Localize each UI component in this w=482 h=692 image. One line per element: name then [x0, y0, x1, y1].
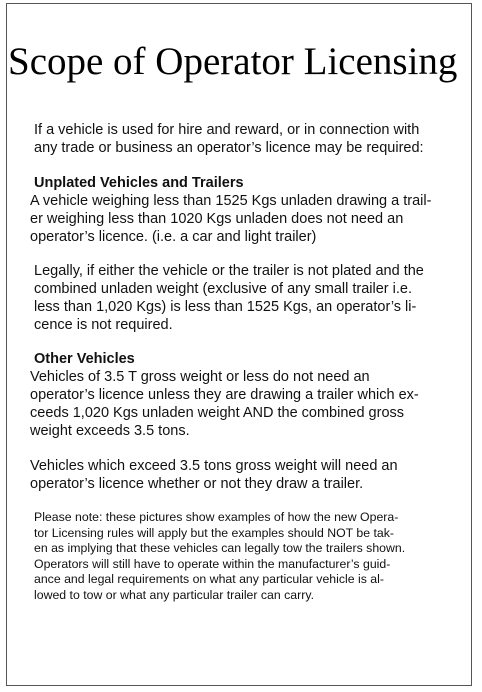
other-paragraph-1: [30, 368, 419, 440]
text-line: cence is not required.: [34, 317, 173, 333]
note-line: lowed to tow or what any particular trailer can carry.: [34, 587, 314, 602]
text-line: weight exceeds 3.5 tons.: [30, 423, 190, 439]
note-line: tor Licensing rules will apply but the examples should NOT be tak-: [34, 525, 394, 540]
text-line: Legally, if either the vehicle or the trailer is not plated and the: [34, 263, 424, 279]
text-line: any trade or business an operator’s licence may be required:: [34, 140, 424, 156]
text-line: er weighing less than 1020 Kgs unladen does not need an: [30, 211, 404, 227]
unplated-paragraph-2: [34, 262, 424, 334]
note-paragraph: [34, 510, 405, 603]
intro-paragraph: [34, 121, 424, 157]
text-line: operator’s licence unless they are drawing a trailer which ex-: [30, 387, 419, 403]
text-line: Vehicles of 3.5 T gross weight or less do not need an: [30, 369, 370, 385]
text-line: operator’s licence. (i.e. a car and light trailer): [30, 229, 317, 245]
text-line: ceeds 1,020 Kgs unladen weight AND the combined gross: [30, 405, 405, 421]
note-line: en as implying that these vehicles can legally tow the trailers shown.: [34, 541, 406, 555]
page-title: Scope of Operator Licensing: [8, 40, 458, 83]
note-line: Please note: these pictures show examples of how the new Opera-: [34, 510, 399, 524]
text-line: A vehicle weighing less than 1525 Kgs unladen drawing a trail-: [30, 193, 432, 209]
unplated-paragraph-1: [30, 192, 431, 246]
text-line: Vehicles which exceed 3.5 tons gross weight will need an: [30, 458, 398, 474]
note-line: Operators will still have to operate within the manufacturer’s guid-: [34, 556, 391, 571]
text-line: If a vehicle is used for hire and reward, or in connection with: [34, 122, 420, 138]
text-line: combined unladen weight (exclusive of any small trailer i.e.: [34, 281, 412, 297]
unplated-heading: Unplated Vehicles and Trailers: [34, 175, 244, 191]
text-line: operator’s licence whether or not they draw a trailer.: [30, 476, 364, 492]
other-paragraph-2: [30, 457, 398, 493]
note-line: ance and legal requirements on what any particular vehicle is al-: [34, 572, 384, 586]
text-line: less than 1,020 Kgs) is less than 1525 Kgs, an operator’s li-: [34, 299, 417, 315]
other-vehicles-heading: Other Vehicles: [34, 351, 135, 367]
